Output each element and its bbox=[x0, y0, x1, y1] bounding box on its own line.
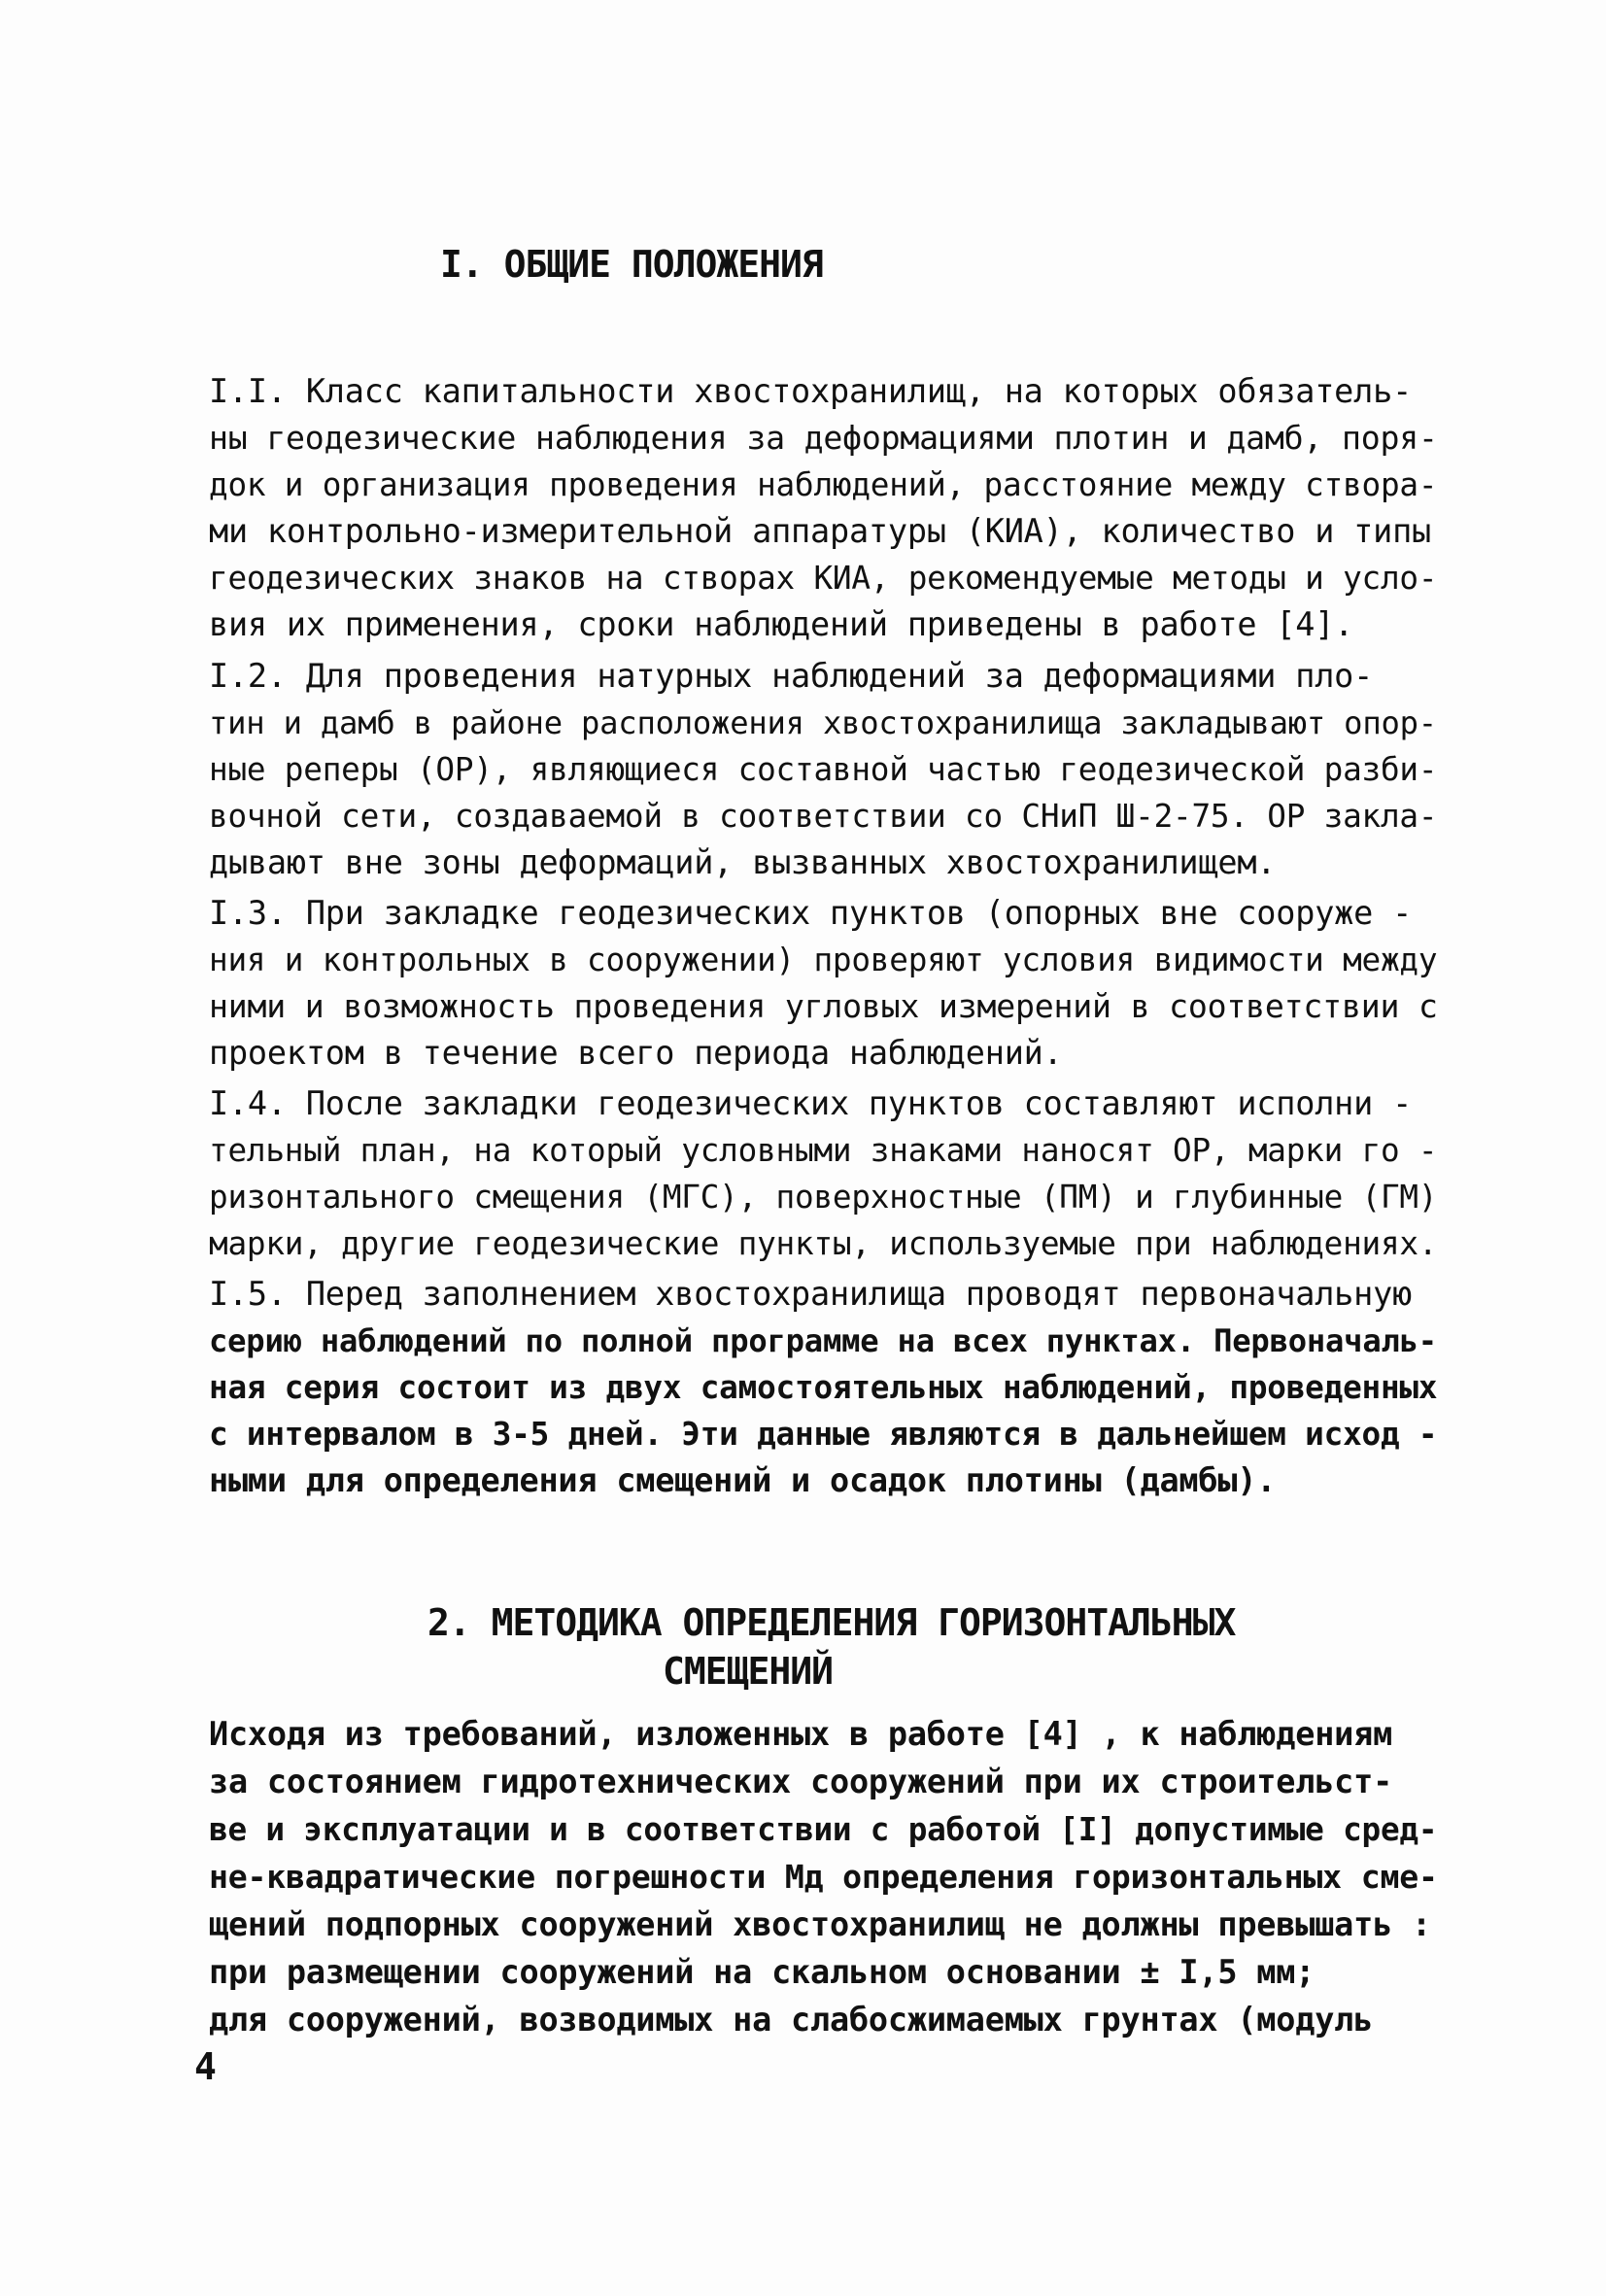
section-2-line: не-квадратические погрешности Mд определения горизонтальных сме- bbox=[209, 1858, 1438, 1896]
section-2-line: ве и эксплуатации и в соответствии с работой [I] допустимые сред- bbox=[209, 1811, 1438, 1848]
section-2-line: для сооружений, возводимых на слабосжимаемых грунтах (модуль bbox=[209, 2001, 1374, 2039]
section-1-line: ми контрольно-измерительной аппаратуры (КИА), количество и типы bbox=[209, 512, 1432, 550]
section-1-line: I.I. Класс капитальности хвостохранилищ, на которых обязатель- bbox=[209, 372, 1413, 410]
section-1-heading: I. ОБЩИЕ ПОЛОЖЕНИЯ bbox=[440, 243, 823, 286]
section-1-line: ния и контрольных в сооружении) проверяют условия видимости между bbox=[209, 942, 1438, 978]
section-1-line: геодезических знаков на створах КИА, рекомендуемые методы и усло- bbox=[209, 560, 1438, 597]
section-2-line: за состоянием гидротехнических сооружений при их строительст- bbox=[209, 1763, 1393, 1800]
section-1-line: I.4. После закладки геодезических пунктов составляют исполни - bbox=[209, 1084, 1413, 1122]
section-2-heading-continued: СМЕЩЕНИЙ bbox=[663, 1650, 834, 1693]
section-1-line: I.2. Для проведения натурных наблюдений за деформациями пло- bbox=[209, 657, 1374, 695]
section-1-line: док и организация проведения наблюдений, расстояние между створа- bbox=[209, 466, 1438, 503]
section-1-line: марки, другие геодезические пункты, используемые при наблюдениях. bbox=[209, 1225, 1438, 1262]
section-2-line: при размещении сооружений на скальном основании ± I,5 мм; bbox=[209, 1953, 1316, 1991]
section-1-line: ными для определения смещений и осадок плотины (дамбы). bbox=[209, 1461, 1277, 1499]
section-1-line: вия их применения, сроки наблюдений приведены в работе [4]. bbox=[209, 605, 1354, 643]
section-1-line: ними и возможность проведения угловых измерений в соответствии с bbox=[209, 987, 1438, 1025]
section-1-line: ные реперы (ОР), являющиеся составной частью геодезической разби- bbox=[209, 751, 1438, 788]
section-1-line: ная серия состоит из двух самостоятельных наблюдений, проведенных bbox=[209, 1369, 1438, 1406]
section-1-line: вочной сети, создаваемой в соответствии со СНиП Ш-2-75. ОР закла- bbox=[209, 798, 1438, 835]
section-1-line: ризонтального смещения (МГС), поверхностные (ПМ) и глубинные (ГМ) bbox=[209, 1179, 1438, 1216]
section-2-heading: 2. МЕТОДИКА ОПРЕДЕЛЕНИЯ ГОРИЗОНТАЛЬНЫХ bbox=[427, 1601, 1236, 1644]
page-number: 4 bbox=[194, 2045, 217, 2088]
section-1-line: с интервалом в 3-5 дней. Эти данные являются в дальнейшем исход - bbox=[209, 1416, 1438, 1453]
section-1-line: I.5. Перед заполнением хвостохранилища проводят первоначальную bbox=[209, 1275, 1413, 1313]
section-1-line: тельный план, на который условными знаками наносят ОР, марки го - bbox=[209, 1132, 1438, 1169]
section-2-line: Исходя из требований, изложенных в работе [4] , к наблюдениям bbox=[209, 1715, 1393, 1753]
section-1-line: тин и дамб в районе расположения хвостохранилища закладывают опор- bbox=[209, 704, 1437, 741]
section-1-line: проектом в течение всего периода наблюдений. bbox=[209, 1034, 1063, 1072]
section-1-line: дывают вне зоны деформаций, вызванных хвостохранилищем. bbox=[209, 843, 1277, 881]
section-2-line: щений подпорных сооружений хвостохранилищ не должны превышать : bbox=[209, 1905, 1432, 1943]
section-1-line: серию наблюдений по полной программе на всех пунктах. Первоначаль- bbox=[209, 1322, 1437, 1359]
section-1-line: I.3. При закладке геодезических пунктов (опорных вне сооруже - bbox=[209, 894, 1413, 932]
section-1-line: ны геодезические наблюдения за деформациями плотин и дамб, поря- bbox=[209, 419, 1438, 457]
